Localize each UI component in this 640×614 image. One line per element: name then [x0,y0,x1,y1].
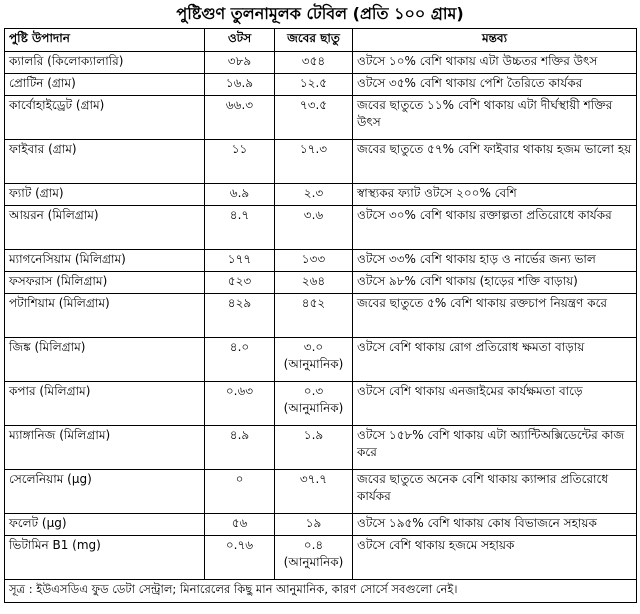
comment-cell: ওটসে বেশি থাকায় হজমে সহায়ক [353,536,637,580]
oats-value: ৪.৭ [205,206,275,250]
estimate-note: (আনুমানিক) [283,401,344,415]
nutrient-cell: ভিটামিন B1 (mg) [5,536,205,580]
comment-cell: জবের ছাতুতে অনেক বেশি থাকায় ক্যান্সার প্রতিরোধে কার্যকর [353,470,637,514]
table-title: পুষ্টিগুণ তুলনামূলক টেবিল (প্রতি ১০০ গ্রাম) [176,4,464,23]
table-row [5,338,637,382]
table-row [5,470,637,514]
oats-value: ৩৮৯ [205,52,275,74]
oats-value: ১১ [205,140,275,184]
oats-value: ০ [205,470,275,514]
barley-value: ৩.০ [303,340,324,354]
comment-cell: ওটসে ১৫৮% বেশি থাকায় এটা অ্যান্টিঅক্সিডেন্টের কাজ করে [353,426,637,470]
nutrient-cell: সেলেনিয়াম (µg) [5,470,205,514]
oats-value: ৪.৯ [205,426,275,470]
barley-value: ১৯ [275,514,353,536]
barley-value: ৩৭.৭ [275,470,353,514]
barley-value: ২৬৪ [275,272,353,294]
comment-cell: স্বাস্থ্যকর ফ্যাট ওটসে ২০০% বেশি [353,184,637,206]
table-row [5,250,637,272]
nutrition-comparison-table [4,28,637,603]
estimate-note: (আনুমানিক) [283,357,344,371]
barley-value: ১.৯ [275,426,353,470]
barley-value-cell [275,536,353,580]
comment-cell: ওটসে ১০% বেশি থাকায় এটা উচ্চতর শক্তির উৎস [353,52,637,74]
barley-value: ১৩৩ [275,250,353,272]
comment-cell: ওটসে বেশি থাকায় রোগ প্রতিরোধ ক্ষমতা বাড়ায় [353,338,637,382]
nutrient-cell: কার্বোহাইড্রেট (গ্রাম) [5,96,205,140]
barley-value: ১২.৫ [275,74,353,96]
table-row [5,74,637,96]
barley-value: ৭৩.৫ [275,96,353,140]
nutrient-cell: ফ্যাট (গ্রাম) [5,184,205,206]
header-comment: মন্তব্য [353,29,637,52]
nutrient-cell: ফসফরাস (মিলিগ্রাম) [5,272,205,294]
nutrient-cell: প্রোটিন (গ্রাম) [5,74,205,96]
barley-value: ১৭.৩ [275,140,353,184]
barley-value: ৩.৬ [275,206,353,250]
barley-value: ০.৪ [303,538,324,552]
comment-cell: ওটসে ৩৩% বেশি থাকায় হাড় ও নার্ভের জন্য ভাল [353,250,637,272]
table-row [5,184,637,206]
source-note: সূত্র : ইউএসডিএ ফুড ডেটা সেন্ট্রাল; মিনারেলের কিছু মান আনুমানিক, কারণ সোর্সে সবগুলো নেই। [5,580,637,603]
header-oats: ওটস [205,29,275,52]
comment-cell: জবের ছাতুতে ৫% বেশি থাকায় রক্তচাপ নিয়ন্ত্রণ করে [353,294,637,338]
header-barley: জবের ছাতু [275,29,353,52]
oats-value: ১৬.৯ [205,74,275,96]
nutrient-cell: ম্যাঙ্গানিজ (মিলিগ্রাম) [5,426,205,470]
nutrient-cell: ম্যাগনেসিয়াম (মিলিগ্রাম) [5,250,205,272]
barley-value: ৪৫২ [275,294,353,338]
nutrient-cell: কপার (মিলিগ্রাম) [5,382,205,426]
oats-value: ১৭৭ [205,250,275,272]
comment-cell: জবের ছাতুতে ৫৭% বেশি ফাইবার থাকায় হজম ভালো হয় [353,140,637,184]
barley-value: ২.৩ [275,184,353,206]
comment-cell: জবের ছাতুতে ১১% বেশি থাকায় এটা দীর্ঘস্থায়ী শক্তির উৎস [353,96,637,140]
comment-cell: ওটসে ১৯৫% বেশি থাকায় কোষ বিভাজনে সহায়ক [353,514,637,536]
source-row [5,580,637,603]
table-row [5,382,637,426]
oats-value: ৪.০ [205,338,275,382]
barley-value: ০.৩ [303,384,324,398]
table-row [5,206,637,250]
oats-value: ০.৭৬ [205,536,275,580]
nutrient-cell: জিঙ্ক (মিলিগ্রাম) [5,338,205,382]
comment-cell: ওটসে ৩৫% বেশি থাকায় পেশি তৈরিতে কার্যকর [353,74,637,96]
table-row [5,514,637,536]
comment-cell: ওটসে ৩০% বেশি থাকায় রক্তাল্পতা প্রতিরোধে কার্যকর [353,206,637,250]
barley-value: ৩৫৪ [275,52,353,74]
table-row [5,294,637,338]
table-row [5,52,637,74]
table-row [5,536,637,580]
nutrient-cell: ফাইবার (গ্রাম) [5,140,205,184]
nutrient-cell: ক্যালরি (কিলোক্যালারি) [5,52,205,74]
oats-value: ৫৬ [205,514,275,536]
estimate-note: (আনুমানিক) [283,555,344,569]
table-row [5,272,637,294]
comment-cell: ওটসে ৯৮% বেশি থাকায় (হাড়ের শক্তি বাড়ায়) [353,272,637,294]
table-row [5,96,637,140]
comment-cell: ওটসে বেশি থাকায় এনজাইমের কার্যক্ষমতা বাড়ে [353,382,637,426]
oats-value: ০.৬৩ [205,382,275,426]
header-nutrient: পুষ্টি উপাদান [5,29,205,52]
table-row [5,426,637,470]
oats-value: ৬.৯ [205,184,275,206]
oats-value: ৫২৩ [205,272,275,294]
oats-value: ৬৬.৩ [205,96,275,140]
oats-value: ৪২৯ [205,294,275,338]
table-row [5,140,637,184]
table-header-row [5,29,637,52]
nutrient-cell: পটাশিয়াম (মিলিগ্রাম) [5,294,205,338]
nutrient-cell: ফলেট (µg) [5,514,205,536]
nutrient-cell: আয়রন (মিলিগ্রাম) [5,206,205,250]
barley-value-cell [275,338,353,382]
barley-value-cell [275,382,353,426]
